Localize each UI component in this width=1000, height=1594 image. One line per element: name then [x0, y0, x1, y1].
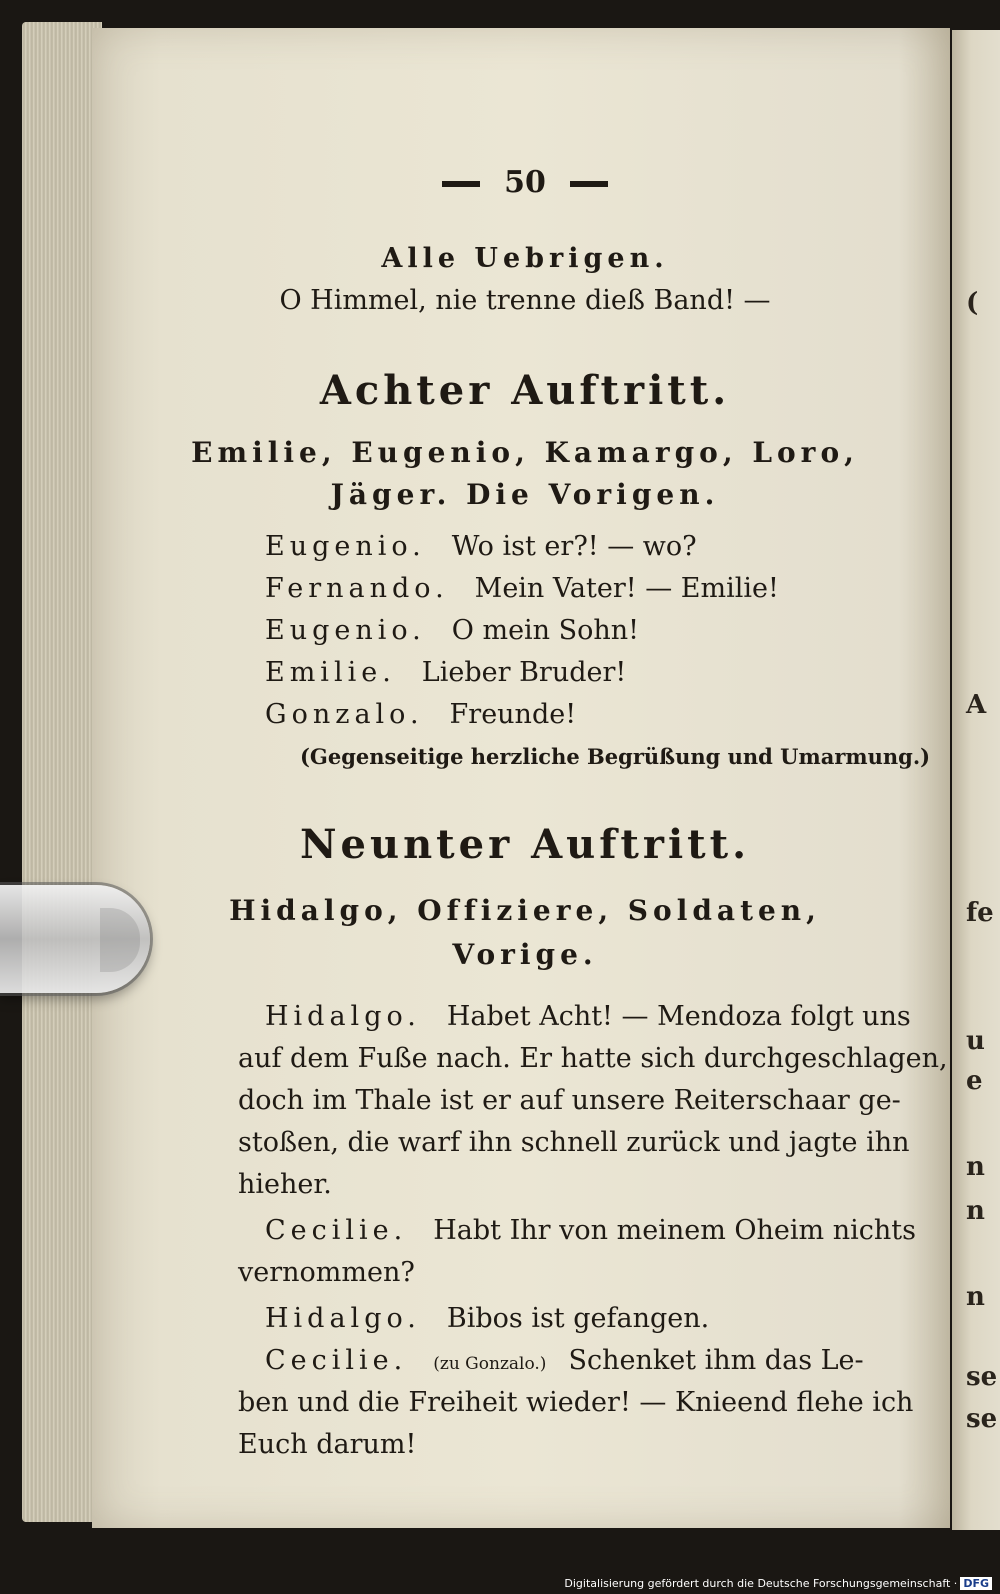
speaker-name: Emilie.: [265, 657, 396, 688]
dialogue-line: [265, 656, 626, 690]
dialogue-line: [265, 1302, 709, 1336]
dialogue-line: [265, 530, 697, 564]
prose-line: Euch darum!: [238, 1429, 417, 1460]
facing-page-fragment: fe: [966, 898, 994, 928]
dialogue-text: Mein Vater! — Emilie!: [474, 573, 779, 604]
cast-line: Vorige.: [452, 938, 598, 971]
speaker-name: Cecilie.: [265, 1215, 408, 1246]
facing-page-fragment: se: [966, 1404, 998, 1434]
speaker-name: Cecilie.: [265, 1345, 408, 1376]
speaker-name: Fernando.: [265, 573, 449, 604]
prose-line: auf dem Fuße nach. Er hatte sich durchgeschlagen,: [238, 1043, 948, 1074]
speaker-name: Eugenio.: [265, 615, 426, 646]
dialogue-text: Freunde!: [449, 699, 577, 730]
facing-page-fragment: n: [966, 1282, 985, 1312]
dialogue-text: Lieber Bruder!: [421, 657, 627, 688]
facing-page-fragment: A: [966, 690, 987, 720]
scene-title: Neunter Auftritt.: [299, 821, 751, 868]
dialogue-text: Schenket ihm das Le-: [568, 1345, 864, 1376]
stage-direction: (zu Gonzalo.): [433, 1354, 547, 1374]
dialogue-line: [265, 1214, 916, 1248]
dialogue-line: [265, 614, 639, 648]
footer-text: Digitalisierung gefördert durch die Deutsche Forschungsgemeinschaft ·: [564, 1577, 958, 1590]
dialogue-line: [265, 1000, 911, 1034]
facing-page-fragment: se: [966, 1362, 998, 1392]
page-number-value: 50: [504, 165, 546, 200]
prose-line: ben und die Freiheit wieder! — Knieend flehe ich: [238, 1387, 914, 1418]
dialogue-text: Bibos ist gefangen.: [446, 1303, 710, 1334]
facing-page-fragment: n: [966, 1196, 985, 1226]
cast-line: Emilie, Eugenio, Kamargo, Loro,: [191, 436, 859, 469]
prose-line: doch im Thale ist er auf unsere Reiterschaar ge-: [238, 1085, 901, 1116]
prose-line: stoßen, die warf ihn schnell zurück und jagte ihn: [238, 1127, 910, 1158]
speaker-heading: Alle Uebrigen.: [381, 243, 669, 274]
page-number: [100, 165, 950, 200]
cast-line: Hidalgo, Offiziere, Soldaten,: [229, 894, 821, 927]
page-edges: [22, 22, 102, 1522]
prose-line: vernommen?: [238, 1257, 415, 1288]
speaker-name: Hidalgo.: [265, 1001, 421, 1032]
facing-page-fragment: n: [966, 1152, 985, 1182]
page-number-dash-left: [442, 181, 480, 187]
facing-page: [952, 30, 1000, 1530]
facing-page-fragment: (: [966, 288, 979, 318]
dialogue-text: Wo ist er?! — wo?: [451, 531, 697, 562]
stage-direction: (Gegenseitige herzliche Begrüßung und Umarmung.): [300, 744, 931, 769]
verse-line: O Himmel, nie trenne dieß Band! —: [279, 285, 771, 316]
page-number-dash-right: [570, 181, 608, 187]
dialogue-text: Habt Ihr von meinem Oheim nichts: [433, 1215, 916, 1246]
dfg-logo: DFG: [960, 1577, 992, 1590]
facing-page-fragment: e: [966, 1066, 983, 1096]
scene-title: Achter Auftritt.: [319, 367, 731, 414]
facing-page-fragment: u: [966, 1026, 985, 1056]
speaker-name: Gonzalo.: [265, 699, 424, 730]
dialogue-text: O mein Sohn!: [451, 615, 640, 646]
cast-line: Jäger. Die Vorigen.: [330, 478, 720, 511]
prose-line: hieher.: [238, 1169, 332, 1200]
dialogue-line: [265, 698, 576, 732]
dialogue-line: [265, 1344, 864, 1381]
speaker-name: Eugenio.: [265, 531, 426, 562]
digitization-footer: [560, 1575, 996, 1592]
dialogue-text: Habet Acht! — Mendoza folgt uns: [446, 1001, 911, 1032]
dialogue-line: [265, 572, 779, 606]
speaker-name: Hidalgo.: [265, 1303, 421, 1334]
